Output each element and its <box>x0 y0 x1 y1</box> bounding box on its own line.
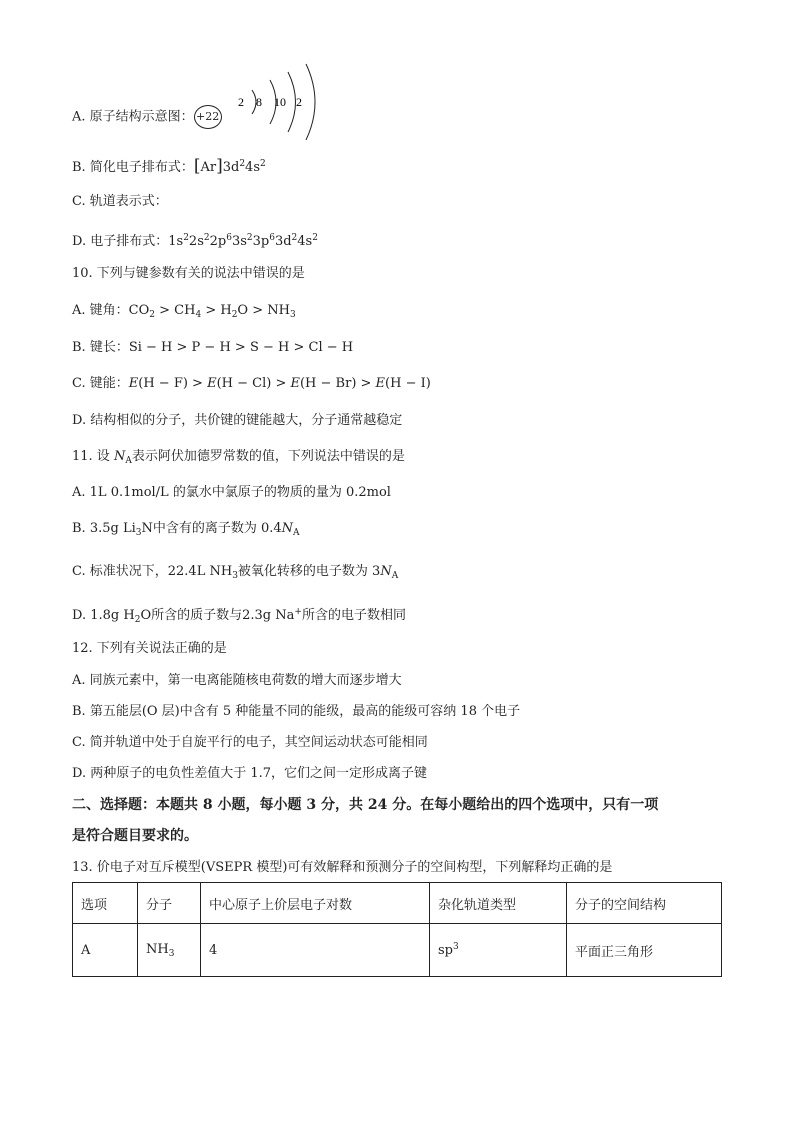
cell-hybridization: $sp^3$ <box>430 924 567 977</box>
cell-geometry: 平面正三角形 <box>567 924 722 977</box>
shell-3-count: 10 <box>273 95 286 109</box>
q9-option-c: C. 轨道表示式： <box>72 194 168 209</box>
q9-option-b: B. 简化电子排布式：$[Ar]3d^24s^2$ <box>72 156 266 176</box>
q13-table <box>72 882 722 977</box>
q11-option-c: C. 标准状况下，22.4L $NH_3$被氧化转移的电子数为 $3N_A$ <box>72 564 399 581</box>
shell-1-count: 2 <box>237 95 244 109</box>
header-geometry: 分子的空间结构 <box>567 883 722 924</box>
shell-2-count: 8 <box>255 95 262 109</box>
q9-option-a: A. 原子结构示意图： +22 2 8 10 2 <box>72 92 322 142</box>
q12-option-b: B. 第五能层(O 层)中含有 5 种能量不同的能级，最高的能级可容纳 18 个电子 <box>72 704 521 719</box>
table-header-row <box>73 883 722 924</box>
q10-stem: 10. 下列与键参数有关的说法中错误的是 <box>72 266 305 281</box>
section-heading-cont: 是符合题目要求的。 <box>72 828 198 844</box>
q11-option-b: B. 3.5g $Li_3N$中含有的离子数为 $0.4N_A$ <box>72 521 300 538</box>
q12-option-c: C. 简并轨道中处于自旋平行的电子，其空间运动状态可能相同 <box>72 735 428 750</box>
atomic-structure-diagram <box>230 92 322 142</box>
q12-option-d: D. 两种原子的电负性差值大于 1.7，它们之间一定形成离子键 <box>72 766 428 781</box>
q10-option-d: D. 结构相似的分子，共价键的键能越大，分子通常越稳定 <box>72 413 403 428</box>
nucleus-circle: +22 <box>194 105 222 129</box>
q11-option-a: A. 1L 0.1mol/L 的氯水中氯原子的物质的量为 0.2mol <box>72 485 391 500</box>
header-hybridization: 杂化轨道类型 <box>430 883 567 924</box>
q11-stem: 11. 设 $N_A$表示阿伏加德罗常数的值，下列说法中错误的是 <box>72 449 405 466</box>
q9-option-d: D. 电子排布式：$1s^22s^22p^63s^23p^63d^24s^2$ <box>72 233 318 249</box>
q10-option-a: A. 键角：$CO_2 > CH_4 > H_2O > NH_3$ <box>72 303 296 320</box>
q12-option-a: A. 同族元素中，第一电离能随核电荷数的增大而逐步增大 <box>72 673 402 688</box>
shell-4-count: 2 <box>295 95 302 109</box>
cell-electron-pairs: 4 <box>201 924 430 977</box>
header-molecule: 分子 <box>138 883 201 924</box>
q12-stem: 12. 下列有关说法正确的是 <box>72 641 227 656</box>
header-option: 选项 <box>73 883 138 924</box>
cell-molecule: $NH_3$ <box>138 924 201 977</box>
q10-option-c: C. 键能：E(H − F) > E(H − Cl) > E(H − Br) > E(H − I) <box>72 376 431 391</box>
header-electron-pairs: 中心原子上价层电子对数 <box>201 883 430 924</box>
q13-stem: 13. 价电子对互斥模型(VSEPR 模型)可有效解释和预测分子的空间构型，下列解释均正确的是 <box>72 860 613 875</box>
section-heading: 二、选择题：本题共 8 小题，每小题 3 分，共 24 分。在每小题给出的四个选项中，只有一项 <box>72 797 659 813</box>
q10-option-b: B. 键长：Si − H > P − H > S − H > Cl − H <box>72 340 354 355</box>
table-row <box>73 924 722 977</box>
cell-option: A <box>73 924 138 977</box>
q11-option-d: D. 1.8g $H_2O$所含的质子数与2.3g Na+所含的电子数相同 <box>72 607 406 625</box>
